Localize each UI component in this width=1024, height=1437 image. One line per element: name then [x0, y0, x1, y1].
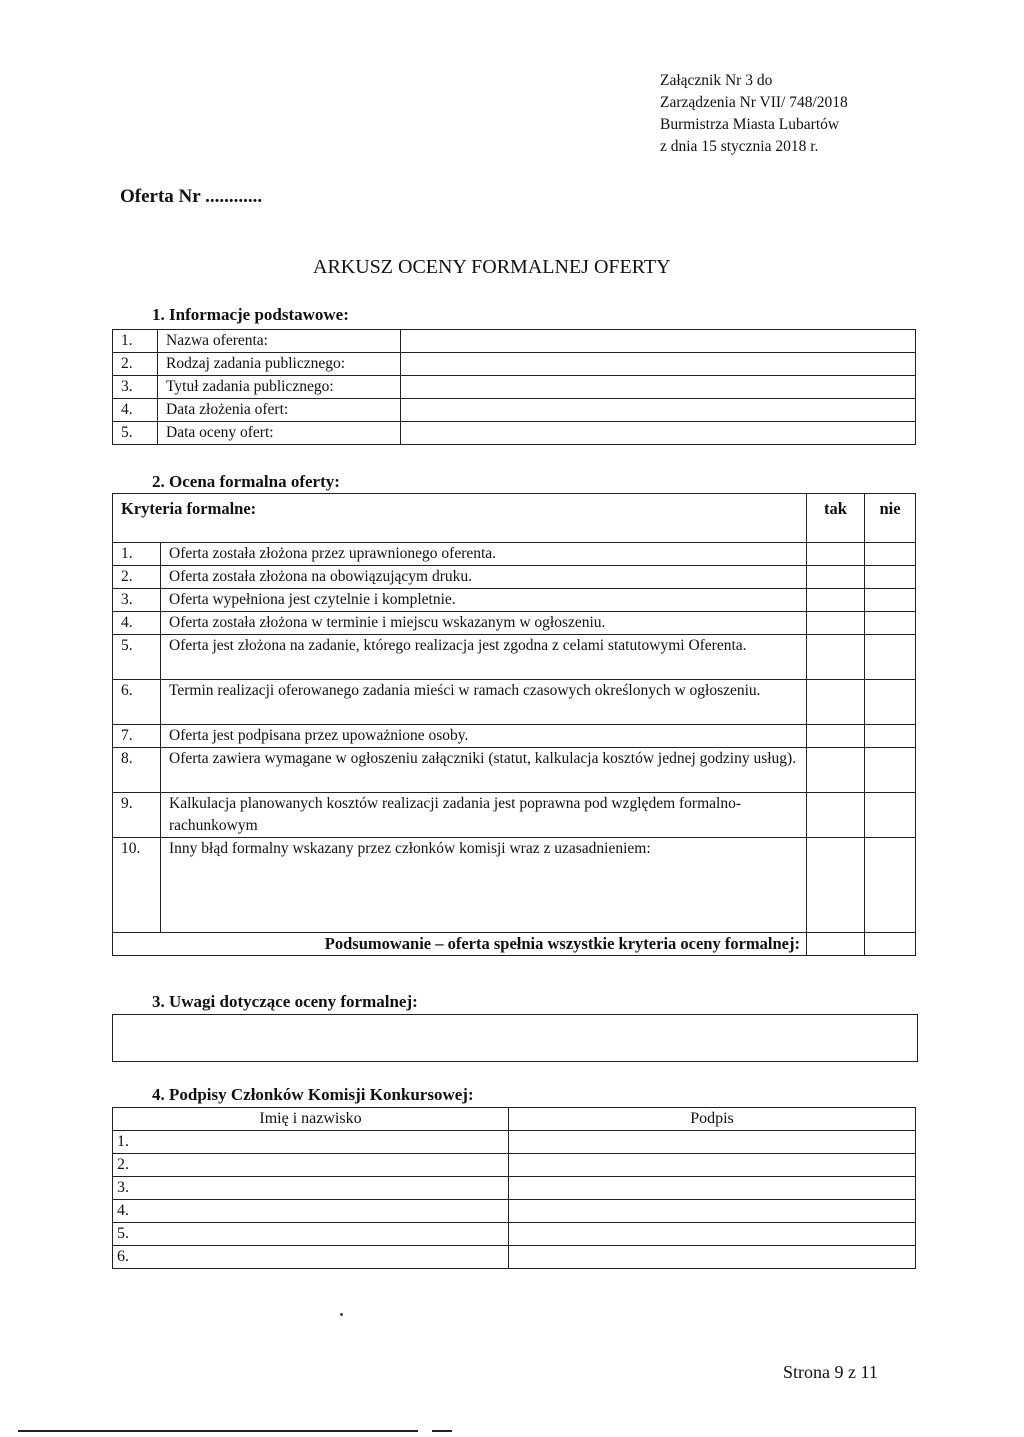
criteria-yes-cell[interactable] [807, 680, 865, 725]
offer-number: Oferta Nr ............ [120, 186, 263, 207]
criteria-yes-cell[interactable] [807, 612, 865, 635]
member-signature-field[interactable] [509, 1223, 916, 1246]
criteria-no-cell[interactable] [865, 635, 916, 680]
bottom-rule [18, 1430, 418, 1432]
section4-heading: 4. Podpisy Członków Komisji Konkursowej: [152, 1085, 474, 1104]
criteria-no-cell[interactable] [865, 612, 916, 635]
row-label: Tytuł zadania publicznego: [158, 376, 401, 399]
signature-row [113, 1246, 916, 1269]
member-signature-field[interactable] [509, 1131, 916, 1154]
criteria-number: 9. [113, 793, 161, 838]
criteria-yes-cell[interactable] [807, 635, 865, 680]
member-name-field[interactable]: 4. [113, 1200, 509, 1223]
col-yes-header: tak [807, 494, 865, 543]
document-title: ARKUSZ OCENY FORMALNEJ OFERTY [313, 256, 671, 278]
criteria-yes-cell[interactable] [807, 838, 865, 933]
criteria-no-cell[interactable] [865, 589, 916, 612]
member-signature-field[interactable] [509, 1154, 916, 1177]
col-name-header: Imię i nazwisko [113, 1108, 509, 1131]
criteria-text: Termin realizacji oferowanego zadania mieści w ramach czasowych określonych w ogłoszeniu. [161, 680, 807, 725]
signatures-table [112, 1107, 916, 1269]
row-number: 2. [113, 353, 158, 376]
criteria-text: Kalkulacja planowanych kosztów realizacji zadania jest poprawna pod względem formalno-rachunkowym [161, 793, 807, 838]
criteria-no-cell[interactable] [865, 793, 916, 838]
criteria-text: Oferta została złożona na obowiązującym druku. [161, 566, 807, 589]
member-name-field[interactable]: 5. [113, 1223, 509, 1246]
row-value-field[interactable] [401, 376, 916, 399]
criteria-row [113, 748, 916, 793]
criteria-text: Oferta jest złożona na zadanie, którego realizacja jest zgodna z celami statutowymi Oferenta. [161, 635, 807, 680]
criteria-no-cell[interactable] [865, 543, 916, 566]
criteria-text: Oferta jest podpisana przez upoważnione osoby. [161, 725, 807, 748]
info-row [113, 422, 916, 445]
criteria-no-cell[interactable] [865, 838, 916, 933]
criteria-number: 1. [113, 543, 161, 566]
criteria-no-cell[interactable] [865, 748, 916, 793]
col-sign-header: Podpis [509, 1108, 916, 1131]
criteria-number: 7. [113, 725, 161, 748]
member-name-field[interactable]: 2. [113, 1154, 509, 1177]
annex-line: Burmistrza Miasta Lubartów [660, 116, 840, 133]
criteria-yes-cell[interactable] [807, 566, 865, 589]
criteria-row [113, 566, 916, 589]
criteria-no-cell[interactable] [865, 566, 916, 589]
criteria-text: Oferta wypełniona jest czytelnie i kompletnie. [161, 589, 807, 612]
criteria-row [113, 612, 916, 635]
criteria-number: 3. [113, 589, 161, 612]
criteria-no-cell[interactable] [865, 725, 916, 748]
basic-info-table [112, 329, 916, 445]
row-number: 1. [113, 330, 158, 353]
member-name-field[interactable]: 6. [113, 1246, 509, 1269]
signature-row [113, 1131, 916, 1154]
info-row [113, 353, 916, 376]
criteria-yes-cell[interactable] [807, 793, 865, 838]
annex-header [660, 70, 848, 158]
row-label: Data złożenia ofert: [158, 399, 401, 422]
annex-line: Zarządzenia Nr VII/ 748/2018 [660, 94, 848, 111]
row-number: 5. [113, 422, 158, 445]
criteria-yes-cell[interactable] [807, 748, 865, 793]
criteria-row [113, 680, 916, 725]
section2-heading: 2. Ocena formalna oferty: [152, 472, 340, 491]
criteria-row [113, 793, 916, 838]
signature-row [113, 1223, 916, 1246]
criteria-yes-cell[interactable] [807, 543, 865, 566]
member-signature-field[interactable] [509, 1246, 916, 1269]
info-row [113, 399, 916, 422]
col-no-header: nie [865, 494, 916, 543]
criteria-row [113, 838, 916, 933]
criteria-text: Oferta została złożona w terminie i miejscu wskazanym w ogłoszeniu. [161, 612, 807, 635]
signature-row [113, 1154, 916, 1177]
summary-no-cell[interactable] [865, 933, 916, 956]
row-label: Nazwa oferenta: [158, 330, 401, 353]
signature-row [113, 1177, 916, 1200]
criteria-row [113, 635, 916, 680]
info-row [113, 330, 916, 353]
criteria-row [113, 725, 916, 748]
member-signature-field[interactable] [509, 1200, 916, 1223]
criteria-yes-cell[interactable] [807, 725, 865, 748]
section1-heading: 1. Informacje podstawowe: [152, 305, 349, 324]
criteria-number: 6. [113, 680, 161, 725]
stray-dot [340, 1313, 343, 1316]
row-value-field[interactable] [401, 353, 916, 376]
summary-yes-cell[interactable] [807, 933, 865, 956]
criteria-number: 5. [113, 635, 161, 680]
criteria-number: 10. [113, 838, 161, 933]
annex-line: Załącznik Nr 3 do [660, 72, 773, 89]
criteria-number: 2. [113, 566, 161, 589]
row-label: Rodzaj zadania publicznego: [158, 353, 401, 376]
criteria-row [113, 543, 916, 566]
criteria-text: Inny błąd formalny wskazany przez członków komisji wraz z uzasadnieniem: [161, 838, 807, 933]
criteria-yes-cell[interactable] [807, 589, 865, 612]
row-number: 4. [113, 399, 158, 422]
member-signature-field[interactable] [509, 1177, 916, 1200]
bottom-rule [432, 1430, 452, 1432]
criteria-text: Oferta zawiera wymagane w ogłoszeniu załączniki (statut, kalkulacja kosztów jednej godziny usług). [161, 748, 807, 793]
criteria-number: 4. [113, 612, 161, 635]
criteria-no-cell[interactable] [865, 680, 916, 725]
section3-heading: 3. Uwagi dotyczące oceny formalnej: [152, 992, 418, 1011]
formal-criteria-table [112, 493, 916, 956]
member-name-field[interactable]: 3. [113, 1177, 509, 1200]
info-row [113, 376, 916, 399]
summary-label: Podsumowanie – oferta spełnia wszystkie kryteria oceny formalnej: [113, 933, 807, 956]
remarks-box[interactable] [112, 1014, 918, 1062]
signature-row [113, 1200, 916, 1223]
row-number: 3. [113, 376, 158, 399]
annex-line: z dnia 15 stycznia 2018 r. [660, 138, 819, 155]
row-label: Data oceny ofert: [158, 422, 401, 445]
row-value-field[interactable] [401, 399, 916, 422]
row-value-field[interactable] [401, 330, 916, 353]
criteria-text: Oferta została złożona przez uprawnionego oferenta. [161, 543, 807, 566]
row-value-field[interactable] [401, 422, 916, 445]
criteria-row [113, 589, 916, 612]
page-number: Strona 9 z 11 [783, 1362, 878, 1382]
criteria-number: 8. [113, 748, 161, 793]
member-name-field[interactable]: 1. [113, 1131, 509, 1154]
criteria-header: Kryteria formalne: [113, 494, 807, 543]
